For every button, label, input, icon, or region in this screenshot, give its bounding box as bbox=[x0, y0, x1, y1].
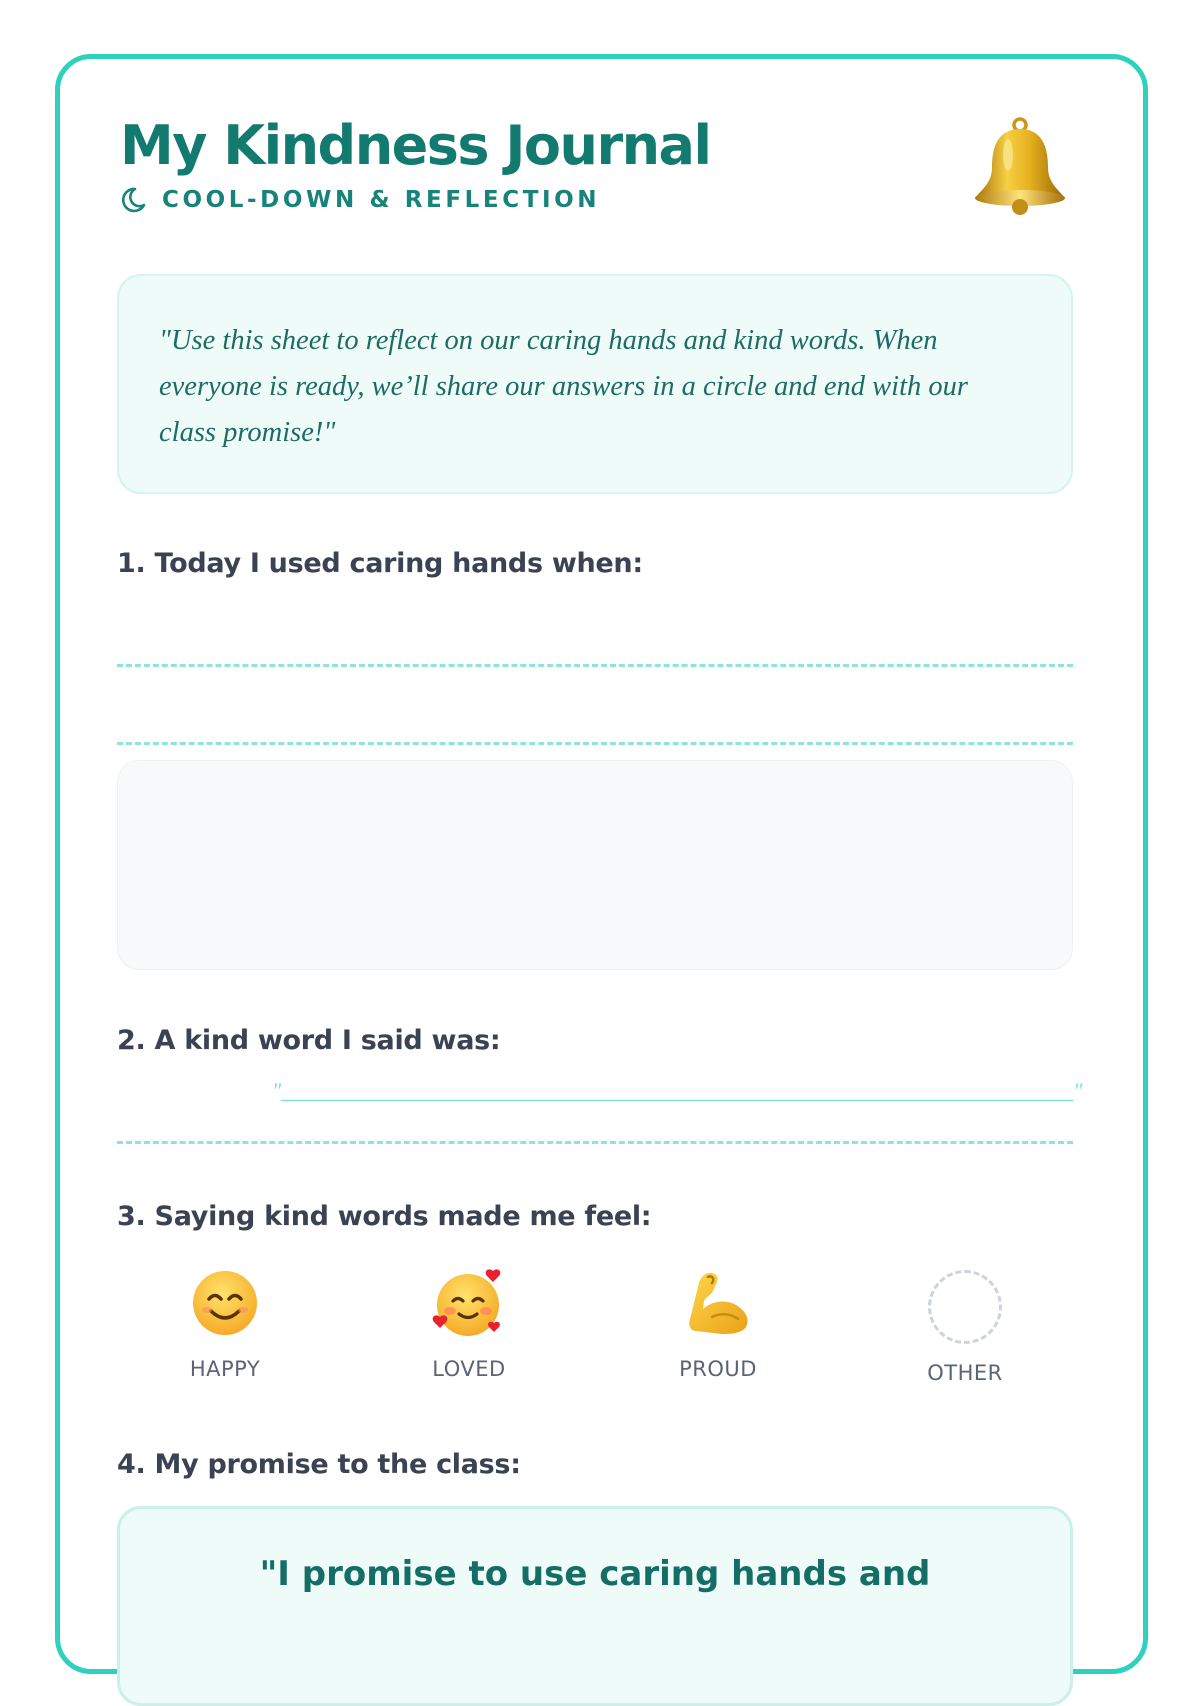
promise-box bbox=[117, 1506, 1073, 1706]
page-title: My Kindness Journal bbox=[120, 114, 711, 177]
feeling-option-loved[interactable] bbox=[399, 1267, 539, 1381]
smiling-face-icon bbox=[191, 1269, 259, 1337]
journal-sheet bbox=[55, 54, 1148, 1674]
kind-word-blank[interactable]: "________________________________________________________________________" bbox=[272, 1078, 1083, 1103]
question-1-label: 1. Today I used caring hands when: bbox=[117, 548, 643, 579]
moon-icon bbox=[118, 185, 148, 215]
intro-quote-text: "Use this sheet to reflect on our caring hands and kind words. When everyone is ready, we’ll share our answers in a circle and end with our class promise!" bbox=[159, 325, 968, 448]
question-2-label: 2. A kind word I said was: bbox=[117, 1025, 501, 1056]
caring-hands-answer-box[interactable] bbox=[117, 760, 1073, 970]
answer-line-3[interactable] bbox=[117, 1141, 1073, 1144]
feeling-option-happy[interactable] bbox=[155, 1267, 295, 1381]
feeling-option-proud[interactable] bbox=[648, 1267, 788, 1381]
feeling-label-proud: PROUD bbox=[679, 1357, 757, 1381]
answer-line-2[interactable] bbox=[117, 742, 1073, 745]
question-3-label: 3. Saying kind words made me feel: bbox=[117, 1201, 652, 1232]
subtitle-text: COOL-DOWN & REFLECTION bbox=[162, 187, 601, 213]
feeling-label-loved: LOVED bbox=[432, 1357, 506, 1381]
intro-quote-box bbox=[117, 274, 1073, 494]
answer-line-1[interactable] bbox=[117, 664, 1073, 667]
feeling-option-other[interactable] bbox=[895, 1267, 1035, 1385]
smiling-face-with-hearts-icon bbox=[431, 1267, 507, 1339]
bell-icon bbox=[968, 117, 1072, 217]
promise-text: "I promise to use caring hands and bbox=[259, 1554, 931, 1594]
feeling-label-happy: HAPPY bbox=[189, 1357, 261, 1381]
feeling-label-other: OTHER bbox=[927, 1361, 1003, 1385]
page-subtitle bbox=[118, 185, 600, 215]
question-4-label: 4. My promise to the class: bbox=[117, 1449, 521, 1480]
flexed-biceps-icon bbox=[682, 1267, 754, 1339]
dashed-circle-icon bbox=[928, 1270, 1002, 1344]
